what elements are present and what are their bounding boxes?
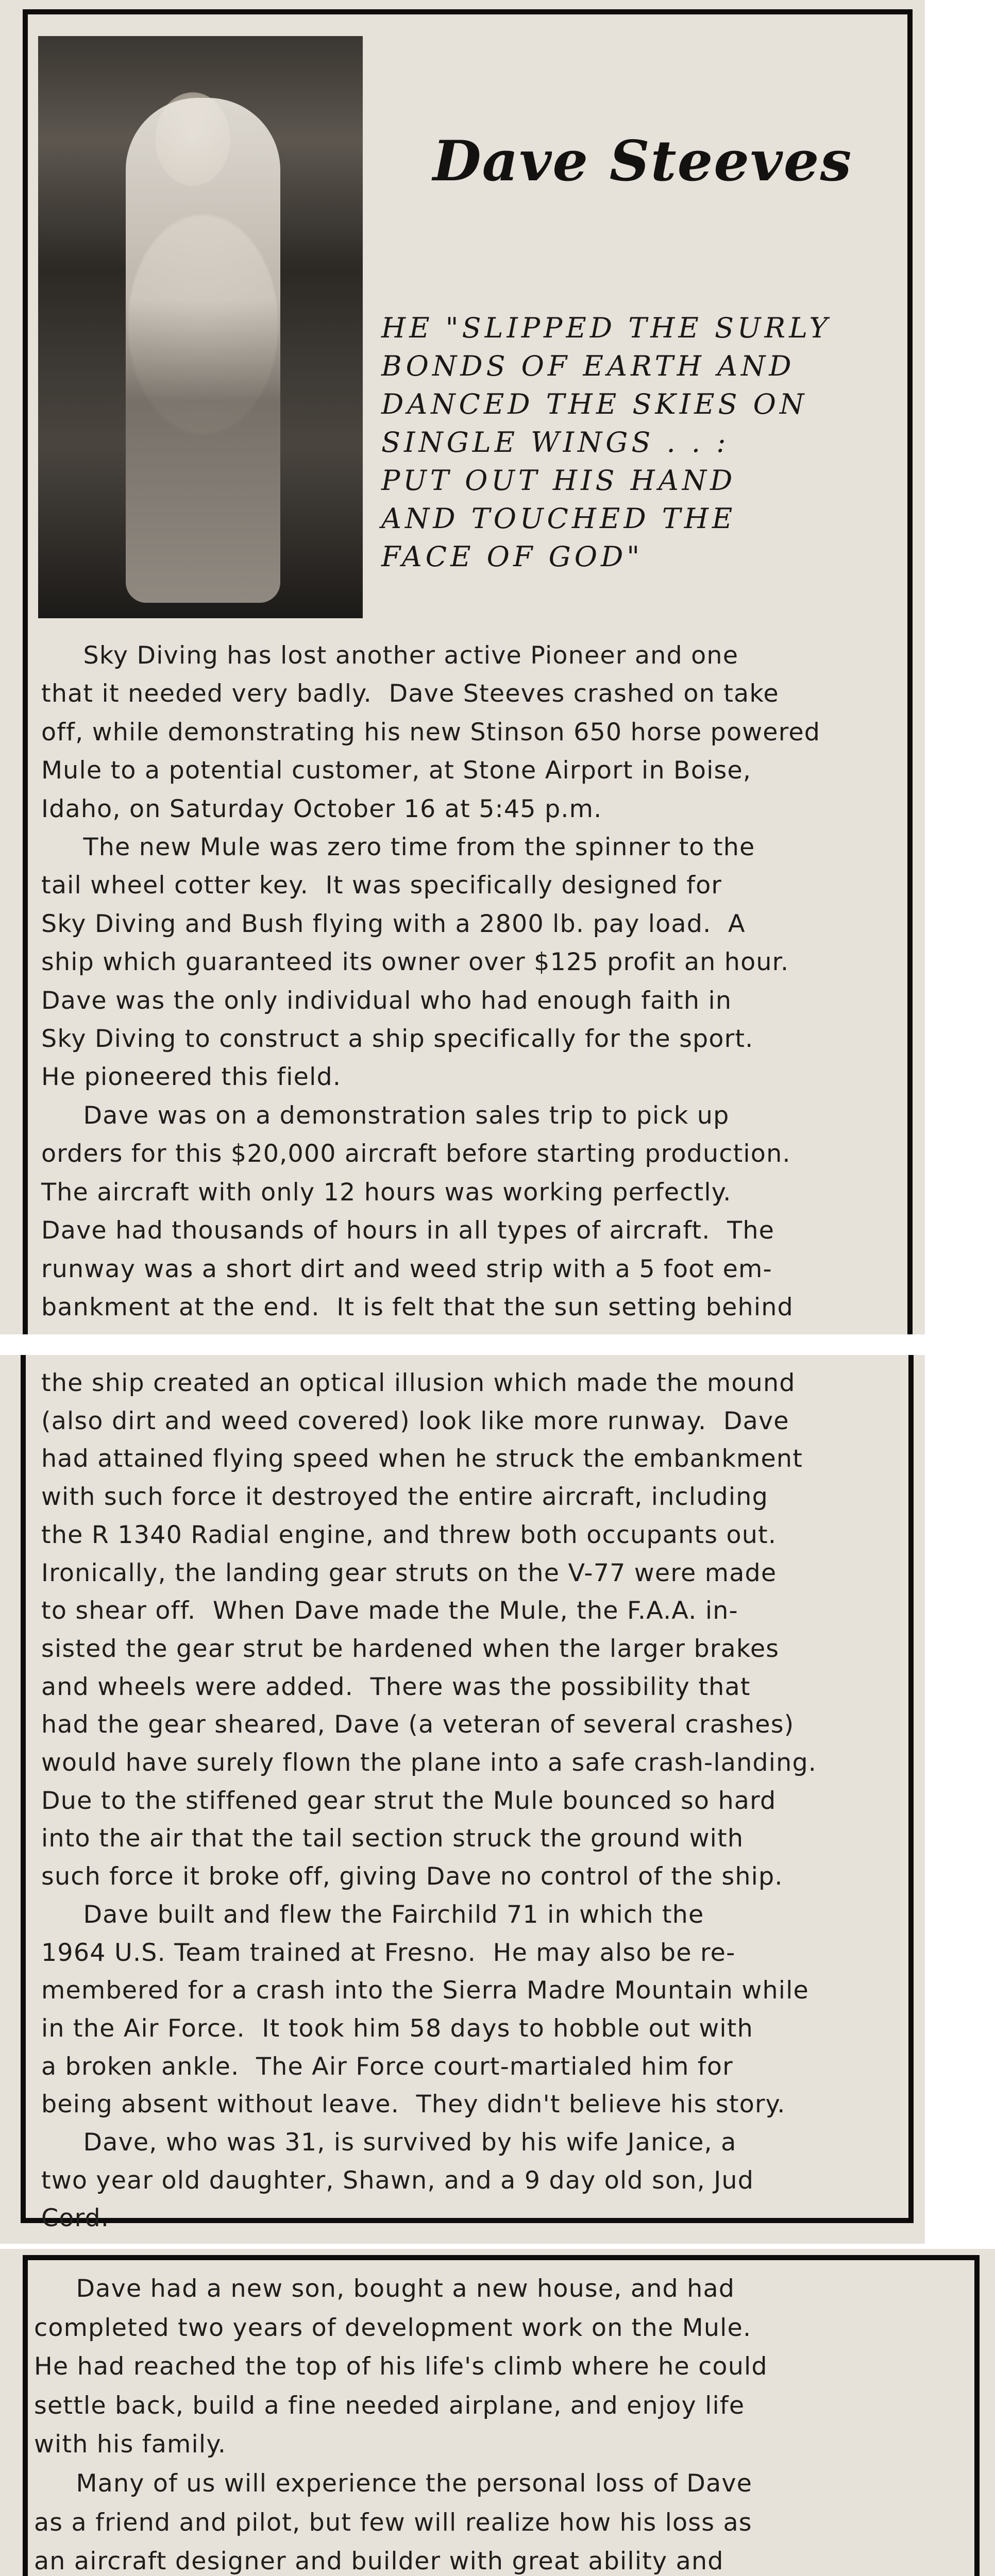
body-line: He had reached the top of his life's climb where he could	[34, 2352, 768, 2381]
body-line: had the gear sheared, Dave (a veteran of several crashes)	[41, 1710, 795, 1739]
article-headline: Dave Steeves	[433, 129, 853, 194]
epigraph-line: DANCED THE SKIES ON	[381, 388, 808, 420]
epigraph-line: FACE OF GOD"	[381, 540, 644, 573]
body-line: Dave had thousands of hours in all types of aircraft. The	[41, 1216, 775, 1245]
body-line: orders for this $20,000 aircraft before starting production.	[41, 1140, 791, 1168]
body-line: Dave was the only individual who had enough faith in	[41, 986, 732, 1015]
body-line: Many of us will experience the personal loss of Dave	[34, 2469, 753, 2498]
body-line: (also dirt and weed covered) look like more runway. Dave	[41, 1406, 789, 1435]
body-line: tail wheel cotter key. It was specifically designed for	[41, 871, 722, 900]
body-line: Cord.	[41, 2204, 110, 2233]
body-line: with his family.	[34, 2430, 227, 2459]
body-line: to shear off. When Dave made the Mule, the F.A.A. in-	[41, 1597, 738, 1625]
person-figure	[126, 98, 280, 603]
body-line: had attained flying speed when he struck the embankment	[41, 1445, 803, 1473]
body-line: the ship created an optical illusion which made the mound	[41, 1369, 796, 1397]
body-line: Due to the stiffened gear strut the Mule bounced so hard	[41, 1786, 777, 1815]
epigraph-line: SINGLE WINGS . . :	[381, 426, 730, 459]
body-line: would have surely flown the plane into a safe crash-landing.	[41, 1749, 817, 1777]
body-line: and wheels were added. There was the possibility that	[41, 1672, 751, 1701]
epigraph-line: PUT OUT HIS HAND	[381, 464, 736, 497]
body-line: as a friend and pilot, but few will realize how his loss as	[34, 2508, 752, 2537]
article-body-part-2	[41, 1364, 817, 2238]
epigraph-quote	[381, 309, 907, 576]
epigraph-line: HE "SLIPPED THE SURLY	[381, 312, 832, 344]
body-line: Sky Diving to construct a ship specifically for the sport.	[41, 1025, 754, 1054]
article-body-part-1	[41, 637, 820, 1327]
body-line: Dave had a new son, bought a new house, and had	[34, 2275, 735, 2303]
body-line: completed two years of development work on the Mule.	[34, 2313, 752, 2342]
epigraph-line: BONDS OF EARTH AND	[381, 350, 795, 382]
body-line: two year old daughter, Shawn, and a 9 day old son, Jud	[41, 2166, 754, 2195]
body-line: an aircraft designer and builder with great ability and	[34, 2547, 724, 2576]
body-line: ship which guaranteed its owner over $125 profit an hour.	[41, 948, 789, 977]
body-line: in the Air Force. It took him 58 days to hobble out with	[41, 2014, 753, 2043]
body-line: being absent without leave. They didn't believe his story.	[41, 2090, 786, 2119]
body-line: He pioneered this field.	[41, 1063, 342, 1092]
body-line: Sky Diving has lost another active Pioneer and one	[41, 641, 739, 670]
article-body-part-3	[34, 2269, 768, 2576]
epigraph-line: AND TOUCHED THE	[381, 502, 736, 535]
body-line: Dave built and flew the Fairchild 71 in which the	[41, 1900, 704, 1929]
body-line: Dave was on a demonstration sales trip to pick up	[41, 1101, 730, 1130]
body-line: Idaho, on Saturday October 16 at 5:45 p.m.	[41, 794, 602, 823]
body-line: runway was a short dirt and weed strip with a 5 foot em-	[41, 1255, 772, 1283]
body-line: with such force it destroyed the entire aircraft, including	[41, 1483, 768, 1512]
body-line: membered for a crash into the Sierra Madre Mountain while	[41, 1976, 809, 2005]
body-line: The aircraft with only 12 hours was working perfectly.	[41, 1178, 732, 1207]
body-line: Mule to a potential customer, at Stone Airport in Boise,	[41, 756, 752, 785]
portrait-photo	[38, 36, 363, 618]
body-line: Sky Diving and Bush flying with a 2800 lb. pay load. A	[41, 909, 746, 938]
body-line: sisted the gear strut be hardened when the larger brakes	[41, 1634, 780, 1663]
body-line: off, while demonstrating his new Stinson 650 horse powered	[41, 718, 821, 747]
body-line: The new Mule was zero time from the spinner to the	[41, 833, 755, 862]
body-line: bankment at the end. It is felt that the sun setting behind	[41, 1293, 794, 1321]
body-line: settle back, build a fine needed airplane, and enjoy life	[34, 2391, 745, 2420]
body-line: that it needed very badly. Dave Steeves crashed on take	[41, 680, 779, 708]
body-line: a broken ankle. The Air Force court-martialed him for	[41, 2052, 733, 2081]
body-line: Ironically, the landing gear struts on the V-77 were made	[41, 1558, 777, 1587]
body-line: Dave, who was 31, is survived by his wife Janice, a	[41, 2128, 737, 2157]
body-line: the R 1340 Radial engine, and threw both occupants out.	[41, 1520, 777, 1549]
body-line: 1964 U.S. Team trained at Fresno. He may also be re-	[41, 1938, 736, 1967]
article-clipping-part-1	[0, 0, 925, 1334]
body-line: such force it broke off, giving Dave no control of the ship.	[41, 1862, 783, 1891]
body-line: into the air that the tail section struck the ground with	[41, 1824, 744, 1853]
